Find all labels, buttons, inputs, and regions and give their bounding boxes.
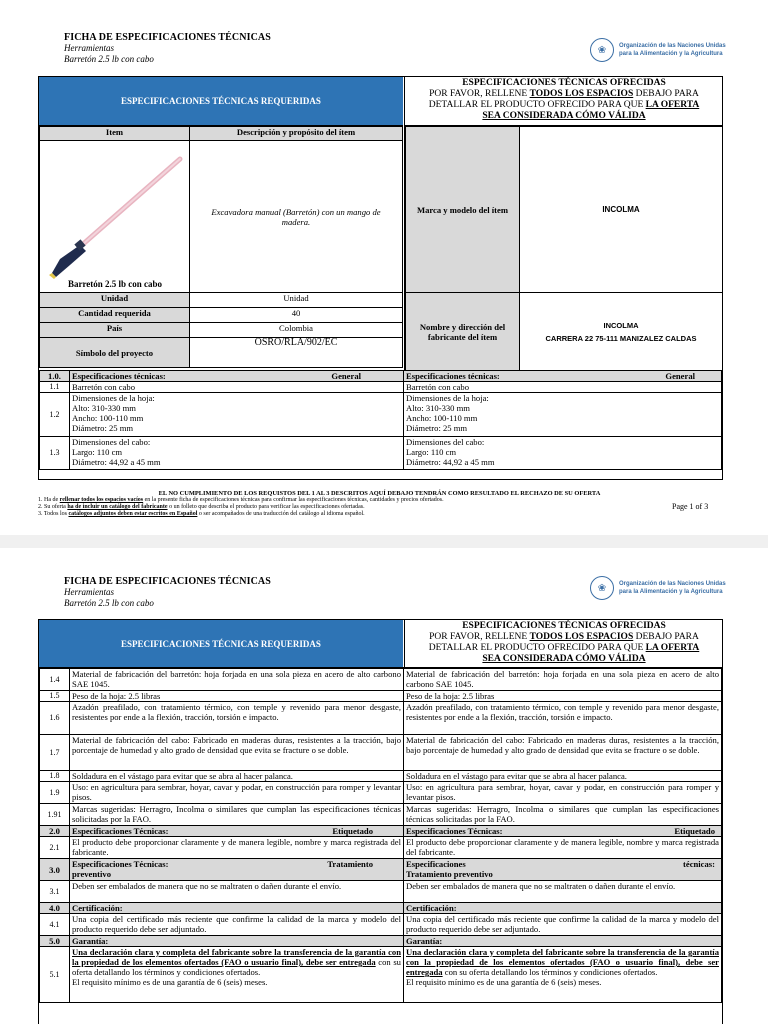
note-1	[38, 497, 721, 504]
offered-line1-pre: POR FAVOR, RELLENE	[429, 89, 530, 99]
fao-emblem-icon: ❀	[590, 38, 614, 62]
sec3-offer-label	[404, 859, 722, 881]
spec-3-1-text: Deben ser embalados de manera que no se maltraten o dañen durante el envío.	[70, 881, 404, 903]
item-image-cell	[40, 141, 190, 293]
spec-1-2-text	[70, 393, 404, 437]
spec-offer[interactable]: Marcas sugeridas: Herragro, Incolma o similares que cumplan las especificaciones técnicas solicitadas por la FAO.	[404, 804, 722, 826]
sec2-offer-label-text: Especificaciones Técnicas:	[406, 826, 503, 836]
spec-sheet-page-2	[38, 619, 723, 1024]
spec-5-1-offer-min: El requisito mínimo es de una garantía de 6 (seis) meses.	[406, 977, 602, 987]
doc-item-name-2: Barretón 2.5 lb con cabo	[64, 598, 154, 608]
spec-table-2	[39, 667, 722, 1003]
spec-2-1-offer[interactable]: El producto debe proporcionar claramente y de manera legible, nombre y marca registrada del fabricante.	[404, 837, 722, 859]
note-3-a: 3. Todos los	[38, 511, 69, 517]
note-3	[38, 511, 721, 518]
sec3-offer-line2: Tratamiento preventivo	[406, 869, 493, 879]
doc-title-2: FICHA DE ESPECIFICACIONES TÉCNICAS	[64, 576, 271, 587]
fao-logo-2	[590, 572, 730, 604]
spec-offer[interactable]: Uso: en agricultura para sembrar, hoyar, cavar y podar, en construcción para romper y levantar pisos.	[404, 782, 722, 804]
notes-heading: EL NO CUMPLIMIENTO DE LOS REQUISTOS DEL 1 AL 3 DESCRITOS AQUÍ DEBAJO TENDRÁN COMO RESULTADO EL RECHAZO DE SU OFERTA	[158, 490, 601, 497]
spec-1-3-text	[70, 437, 404, 470]
row-pais-value: Colombia	[190, 323, 403, 338]
col-desc-header: Descripción y propósito del ítem	[190, 127, 403, 141]
sec1-label	[70, 371, 404, 382]
table-row	[40, 804, 722, 826]
spec-2-1-text: El producto debe proporcionar claramente y de manera legible, nombre y marca registrada del fabricante.	[70, 837, 404, 859]
required-header: ESPECIFICACIONES TÉCNICAS REQUERIDAS	[39, 77, 403, 125]
offered-2-line1-pre: POR FAVOR, RELLENE	[429, 632, 530, 642]
sec2-offer-right: Etiquetado	[674, 826, 715, 836]
spec-1-3-line3: Diámetro: 44,92 a 45 mm	[72, 457, 161, 467]
offered-2-line1-post: DEBAJO PARA	[633, 632, 699, 642]
spec-num: 1.6	[40, 702, 70, 735]
offered-title-2: ESPECIFICACIONES TÉCNICAS OFRECIDAS	[462, 621, 666, 631]
note-2	[38, 504, 721, 511]
sec2-right: Etiquetado	[332, 826, 373, 836]
logo-2-line-1: Organización de las Naciones Unidas	[619, 581, 726, 587]
spec-1-3-offer[interactable]	[404, 437, 722, 470]
spec-5-1-text	[70, 947, 404, 1003]
spec-table-1	[39, 370, 722, 470]
row-simbolo-value: OSRO/RLA/902/EC	[190, 338, 403, 368]
spec-5-1-bold: Una declaración clara y completa del fabricante sobre la transferencia de la garantía con la propiedad de los elementos ofertados (FAO o usuario final), debe ser entregada	[72, 947, 401, 967]
offered-header	[404, 77, 723, 125]
item-block	[39, 125, 403, 368]
note-1-c: en la presente ficha de especificaciones técnicas para confirmar las especificaciones técnicas, cantidades y precios ofertados.	[143, 497, 444, 503]
offered-line2-bold: LA OFERTA	[645, 100, 700, 110]
spec-text: Material de fabricación del cabo: Fabricado en maderas duras, resistentes a la tracción, bajo porcentaje de humedad y alto grado de densidad que evita se fracture o se doble.	[70, 735, 404, 771]
sec2-label-text: Especificaciones Técnicas:	[72, 826, 169, 836]
spec-offer[interactable]: Azadón preafilado, con tratamiento térmico, con temple y revenido para menor desgaste, resistentes por ende a la flexión, tracción, torsión e impacto.	[404, 702, 722, 735]
note-2-a: 2. Su oferta	[38, 504, 68, 510]
spec-1-3-num: 1.3	[40, 437, 70, 470]
offered-line3-bold: SEA CONSIDERADA CÓMO VÁLIDA	[482, 111, 646, 121]
spec-num: 1.8	[40, 771, 70, 782]
table-row	[40, 782, 722, 804]
sec1-offer-label	[404, 371, 722, 382]
spec-1-2-offer-line2: Alto: 310-330 mm	[406, 403, 470, 413]
notes	[38, 490, 721, 518]
sec5-label: Garantía:	[70, 936, 404, 947]
barreton-image	[40, 141, 190, 281]
table-row	[40, 691, 722, 702]
spec-1-2-line2: Alto: 310-330 mm	[72, 403, 136, 413]
table-row	[40, 702, 722, 735]
table-row	[40, 735, 722, 771]
sec4-label: Certificación:	[70, 903, 404, 914]
sec2-num: 2.0	[40, 826, 70, 837]
offered-title: ESPECIFICACIONES TÉCNICAS OFRECIDAS	[462, 78, 666, 88]
col-item-header: Item	[40, 127, 190, 141]
spec-1-2-offer-line3: Ancho: 100-110 mm	[406, 413, 478, 423]
spec-1-2-line3: Ancho: 100-110 mm	[72, 413, 144, 423]
spec-1-1-num: 1.1	[40, 382, 70, 393]
spec-text: Uso: en agricultura para sembrar, hoyar, cavar y podar, en construcción para romper y levantar pisos.	[70, 782, 404, 804]
spec-4-1-num: 4.1	[40, 914, 70, 936]
table-row	[40, 669, 722, 691]
spec-1-2-offer[interactable]	[404, 393, 722, 437]
maker-name: INCOLMA	[603, 320, 639, 330]
sec5-num: 5.0	[40, 936, 70, 947]
sec2-offer-label	[404, 826, 722, 837]
doc-header	[64, 32, 271, 65]
sec1-label-text: Especificaciones técnicas:	[72, 371, 166, 381]
row-pais-label: País	[40, 323, 190, 338]
offered-2-line1-bold: TODOS LOS ESPACIOS	[529, 632, 634, 642]
spec-1-3-line1: Dimensiones del cabo:	[72, 437, 151, 447]
logo-line-2: para la Alimentación y la Agricultura	[619, 51, 723, 57]
sec3-line2: preventivo	[72, 869, 111, 879]
spec-5-1-rest: con su oferta detallando los términos y condiciones ofertados.	[72, 957, 401, 977]
doc-title: FICHA DE ESPECIFICACIONES TÉCNICAS	[64, 32, 271, 43]
note-3-c: o ser acompañados de una traducción del catálogo al idioma español.	[197, 511, 365, 517]
spec-offer[interactable]: Soldadura en el vástago para evitar que se abra al hacer palanca.	[404, 771, 722, 782]
spec-5-1-num: 5.1	[40, 947, 70, 1003]
spec-1-3-offer-line1: Dimensiones del cabo:	[406, 437, 485, 447]
table-row	[40, 771, 722, 782]
spec-1-2-offer-line1: Dimensiones de la hoja:	[406, 393, 489, 403]
offered-2-line2-bold: LA OFERTA	[645, 643, 700, 653]
spec-offer[interactable]: Material de fabricación del barretón: hoja forjada en una sola pieza en acero de alto carbono SAE 1045.	[404, 669, 722, 691]
spec-1-1-offer[interactable]: Barretón con cabo	[404, 382, 722, 393]
note-3-b: catálogos adjuntos deben estar escritos en Español	[68, 511, 198, 517]
offered-header-2	[404, 620, 723, 667]
sec1-offer-label-text: Especificaciones técnicas:	[406, 371, 500, 381]
sec2-label	[70, 826, 404, 837]
row-unidad-label: Unidad	[40, 293, 190, 308]
offered-2-line2-pre: DETALLAR EL PRODUCTO OFRECIDO PARA QUE	[428, 643, 646, 653]
spec-1-2-line4: Diámetro: 25 mm	[72, 423, 134, 433]
doc-header-2	[64, 576, 271, 609]
maker-label: Nombre y dirección del fabricante del ítem	[406, 293, 520, 371]
sec3-label-text: Especificaciones Técnicas:	[72, 859, 169, 869]
row-simbolo-label: Símbolo del proyecto	[40, 338, 190, 368]
page-number: Page 1 of 3	[672, 502, 709, 511]
spec-1-2-num: 1.2	[40, 393, 70, 437]
spec-num: 1.7	[40, 735, 70, 771]
spec-1-3-offer-line2: Largo: 110 cm	[406, 447, 457, 457]
offered-2-line3-bold: SEA CONSIDERADA CÓMO VÁLIDA	[482, 654, 646, 664]
spec-text: Soldadura en el vástago para evitar que se abra al hacer palanca.	[70, 771, 404, 782]
doc-subtitle-2: Herramientas	[64, 587, 114, 597]
spec-4-1-text: Una copia del certificado más reciente que confirme la calidad de la marca y modelo del producto requerido debe ser adjuntado.	[70, 914, 404, 936]
page-2	[0, 548, 768, 1024]
note-2-c: o un folleto que describa el producto para verificar las especificaciones ofertadas.	[167, 504, 365, 510]
spec-1-1-text: Barretón con cabo	[70, 382, 404, 393]
fao-logo	[590, 34, 730, 66]
maker-value[interactable]	[520, 293, 723, 371]
offered-block	[404, 125, 723, 371]
maker-address: CARRERA 22 75-111 MANIZALEZ CALDAS	[545, 333, 697, 343]
spec-text: Azadón preafilado, con tratamiento térmico, con temple y revenido para menor desgaste, resistentes por ende a la flexión, tracción, torsión e impacto.	[70, 702, 404, 735]
sec3-offer-label-text: Especificaciones	[406, 859, 466, 869]
item-caption: Barretón 2.5 lb con cabo	[67, 279, 163, 289]
sec3-num: 3.0	[40, 859, 70, 881]
spec-num: 1.4	[40, 669, 70, 691]
spec-num: 1.5	[40, 691, 70, 702]
sec4-num: 4.0	[40, 903, 70, 914]
note-2-b: ha de incluir un catálogo del fabricante	[67, 504, 168, 510]
fao-emblem-icon: ❀	[590, 576, 614, 600]
row-cantidad-label: Cantidad requerida	[40, 308, 190, 323]
spec-text: Marcas sugeridas: Herragro, Incolma o similares que cumplan las especificaciones técnicas solicitadas por la FAO.	[70, 804, 404, 826]
offered-line2-pre: DETALLAR EL PRODUCTO OFRECIDO PARA QUE	[428, 100, 646, 110]
sec1-offer-right: General	[665, 371, 695, 381]
spec-num: 1.91	[40, 804, 70, 826]
sec3-offer-right: técnicas:	[683, 859, 715, 869]
spec-text: Peso de la hoja: 2.5 libras	[70, 691, 404, 702]
spec-5-1-offer-rest: con su oferta detallando los términos y condiciones ofertados.	[442, 967, 658, 977]
spec-text: Material de fabricación del barretón: hoja forjada en una sola pieza en acero de alto carbono SAE 1045.	[70, 669, 404, 691]
sec3-right: Tratamiento	[327, 859, 373, 869]
spec-4-1-offer[interactable]: Una copia del certificado más reciente que confirme la calidad de la marca y modelo del producto requerido debe ser adjuntado.	[404, 914, 722, 936]
logo-line-1: Organización de las Naciones Unidas	[619, 43, 726, 49]
spec-3-1-offer[interactable]: Deben ser embalados de manera que no se maltraten o dañen durante el envío.	[404, 881, 722, 903]
logo-2-line-2: para la Alimentación y la Agricultura	[619, 589, 723, 595]
spec-offer[interactable]: Material de fabricación del cabo: Fabricado en maderas duras, resistentes a la tracción, bajo porcentaje de humedad y alto grado de densidad que evita se fracture o se doble.	[404, 735, 722, 771]
brand-label: Marca y modelo del ítem	[406, 127, 520, 293]
sec5-offer-label: Garantía:	[404, 936, 722, 947]
brand-value[interactable]: INCOLMA	[520, 127, 723, 293]
sec3-label	[70, 859, 404, 881]
spec-num: 1.9	[40, 782, 70, 804]
required-header-2: ESPECIFICACIONES TÉCNICAS REQUERIDAS	[39, 620, 403, 667]
spec-1-2-offer-line4: Diámetro: 25 mm	[406, 423, 468, 433]
item-description: Excavadora manual (Barretón) con un mango de madera.	[190, 141, 403, 293]
spec-sheet-page-1	[38, 76, 723, 480]
note-1-b: rellenar todos los espacios vacíos	[59, 497, 144, 503]
sec1-right: General	[331, 371, 361, 381]
spec-5-1-offer[interactable]	[404, 947, 722, 1003]
row-cantidad-value: 40	[190, 308, 403, 323]
spec-offer[interactable]: Peso de la hoja: 2.5 libras	[404, 691, 722, 702]
row-unidad-value: Unidad	[190, 293, 403, 308]
spec-5-1-offer-bold: Una declaración clara y completa del fabricante sobre la transferencia de la garantía con la propiedad de los elementos ofertados (FAO o usuario final), debe ser entregada	[406, 947, 719, 977]
spec-5-1-min: El requisito mínimo es de una garantía de 6 (seis) meses.	[72, 977, 268, 987]
doc-item-name: Barretón 2.5 lb con cabo	[64, 54, 154, 64]
offered-line1-bold: TODOS LOS ESPACIOS	[529, 89, 634, 99]
spec-3-1-num: 3.1	[40, 881, 70, 903]
spec-1-2-line1: Dimensiones de la hoja:	[72, 393, 155, 403]
spec-1-3-line2: Largo: 110 cm	[72, 447, 123, 457]
sec4-offer-label: Certificación:	[404, 903, 722, 914]
sec1-num: 1.0.	[40, 371, 70, 382]
spec-2-1-num: 2.1	[40, 837, 70, 859]
note-1-a: 1. Ha de	[38, 497, 60, 503]
spec-1-3-offer-line3: Diámetro: 44,92 a 45 mm	[406, 457, 495, 467]
doc-subtitle: Herramientas	[64, 43, 114, 53]
offered-line1-post: DEBAJO PARA	[633, 89, 699, 99]
